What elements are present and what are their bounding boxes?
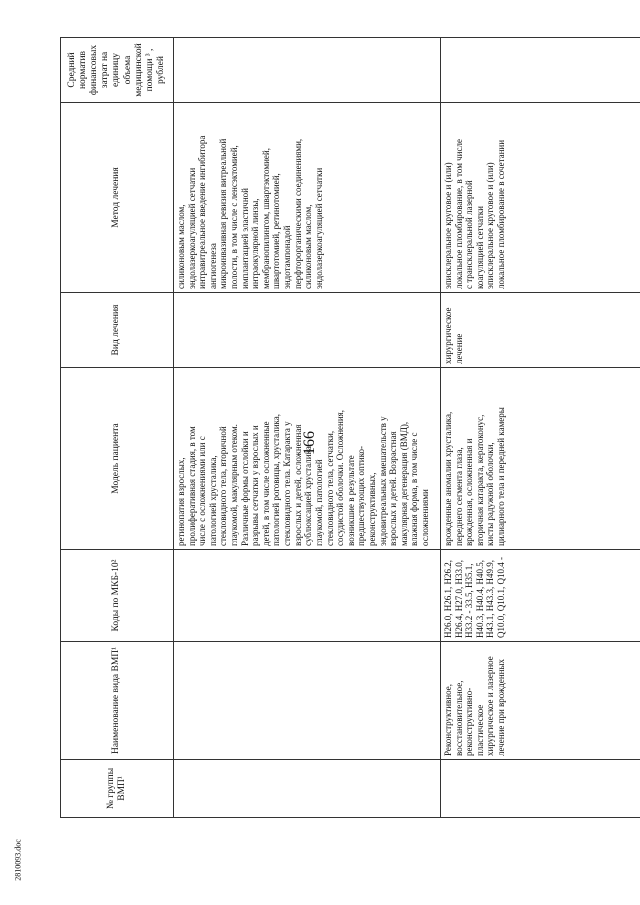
header-average-cost: Средний норматив финансовых затрат на единицу объема медицинской помощи ³ , рублей	[61, 38, 174, 103]
cell-treatment-type	[174, 293, 441, 368]
table-row	[174, 38, 441, 818]
cell-group	[441, 760, 640, 818]
table-header-row	[61, 38, 174, 818]
header-group-number: № группы ВМП¹	[61, 760, 174, 818]
cell-patient-model: врожденные аномалии хрусталика, переднего сегмента глаза, врожденная, осложненная и вторичная катаракта, кератоконус, кисты радужной оболочки, цилиарного тела и передней камеры	[441, 368, 640, 550]
header-patient-model: Модель пациента	[61, 368, 174, 550]
cell-group	[174, 760, 441, 818]
cell-treatment-type: хирургическое лечение	[441, 293, 640, 368]
cell-treatment-method: силиконовым маслом, эндолазеркоагуляцией сетчатки интравитреальное введение ингибитора ангиогенеза микроинвазивная ревизия витреальной полости, в том числе с ленсэктомией, имплантацией эластичной интраокулярной линзы, мембранопилингом, швартэктомией, швартотомией, ретинотомией, эндотампонадой перфторорганическими соединениями, силиконовым маслом, эндолазеркоагуляцией сетчатки	[174, 103, 441, 293]
cell-average-cost	[441, 38, 640, 103]
rotated-table-container	[60, 38, 640, 818]
page-number: 166	[301, 431, 318, 455]
cell-treatment-method: эписклеральное круговое и (или) локальное пломбирование, в том числе с трансклеральной лазерной коагуляцией сетчатки эписклеральное круговое и (или) локальное пломбирование в сочетании	[441, 103, 640, 293]
vmp-table	[60, 37, 640, 818]
document-filename: 2810093.doc	[13, 839, 23, 881]
landscape-table-frame	[60, 38, 640, 818]
header-treatment-type: Вид лечения	[61, 293, 174, 368]
cell-patient-model: ретинопатия взрослых, пролиферативная стадия, в том числе с осложнениями или с патологией хрусталика, стекловидного тела, вторичной глаукомой, макулярным отеком. Различные формы отслойки и разрывы сетчатки у взрослых и детей, в том числе осложненные патологией роговицы, хрусталика, стекловидного тела. Катаракта у взрослых и детей, осложненная сублюксацией хрусталика, глаукомой, патологией стекловидного тела, сетчатки, сосудистой оболочки. Осложнения, возникшие в результате предшествующих оптико- реконструктивных, эндовитреальных вмешательств у взрослых и детей. Возрастная макулярная дегенерация (ВМД), влажная форма, в том числе с осложнениями	[174, 368, 441, 550]
header-treatment-method: Метод лечения	[61, 103, 174, 293]
header-vmp-name: Наименование вида ВМП¹	[61, 642, 174, 760]
cell-icd-codes: H26.0, H26.1, H26.2, H26.4, H27.0, H33.0, H33.2 - 33.5, H35.1, H40.3, H40.4, H40.5, H43.1, H43.3, H49.9, Q10.0, Q10.1, Q10.4 -	[441, 550, 640, 642]
table-row	[441, 38, 640, 818]
header-icd-codes: Коды по МКБ-10²	[61, 550, 174, 642]
cell-average-cost	[174, 38, 441, 103]
cell-vmp-name	[174, 642, 441, 760]
cell-vmp-name: Реконструктивное, восстановительное, реконструктивно- пластическое хирургическое и лазерное лечение при врожденных	[441, 642, 640, 760]
cell-icd-codes	[174, 550, 441, 642]
